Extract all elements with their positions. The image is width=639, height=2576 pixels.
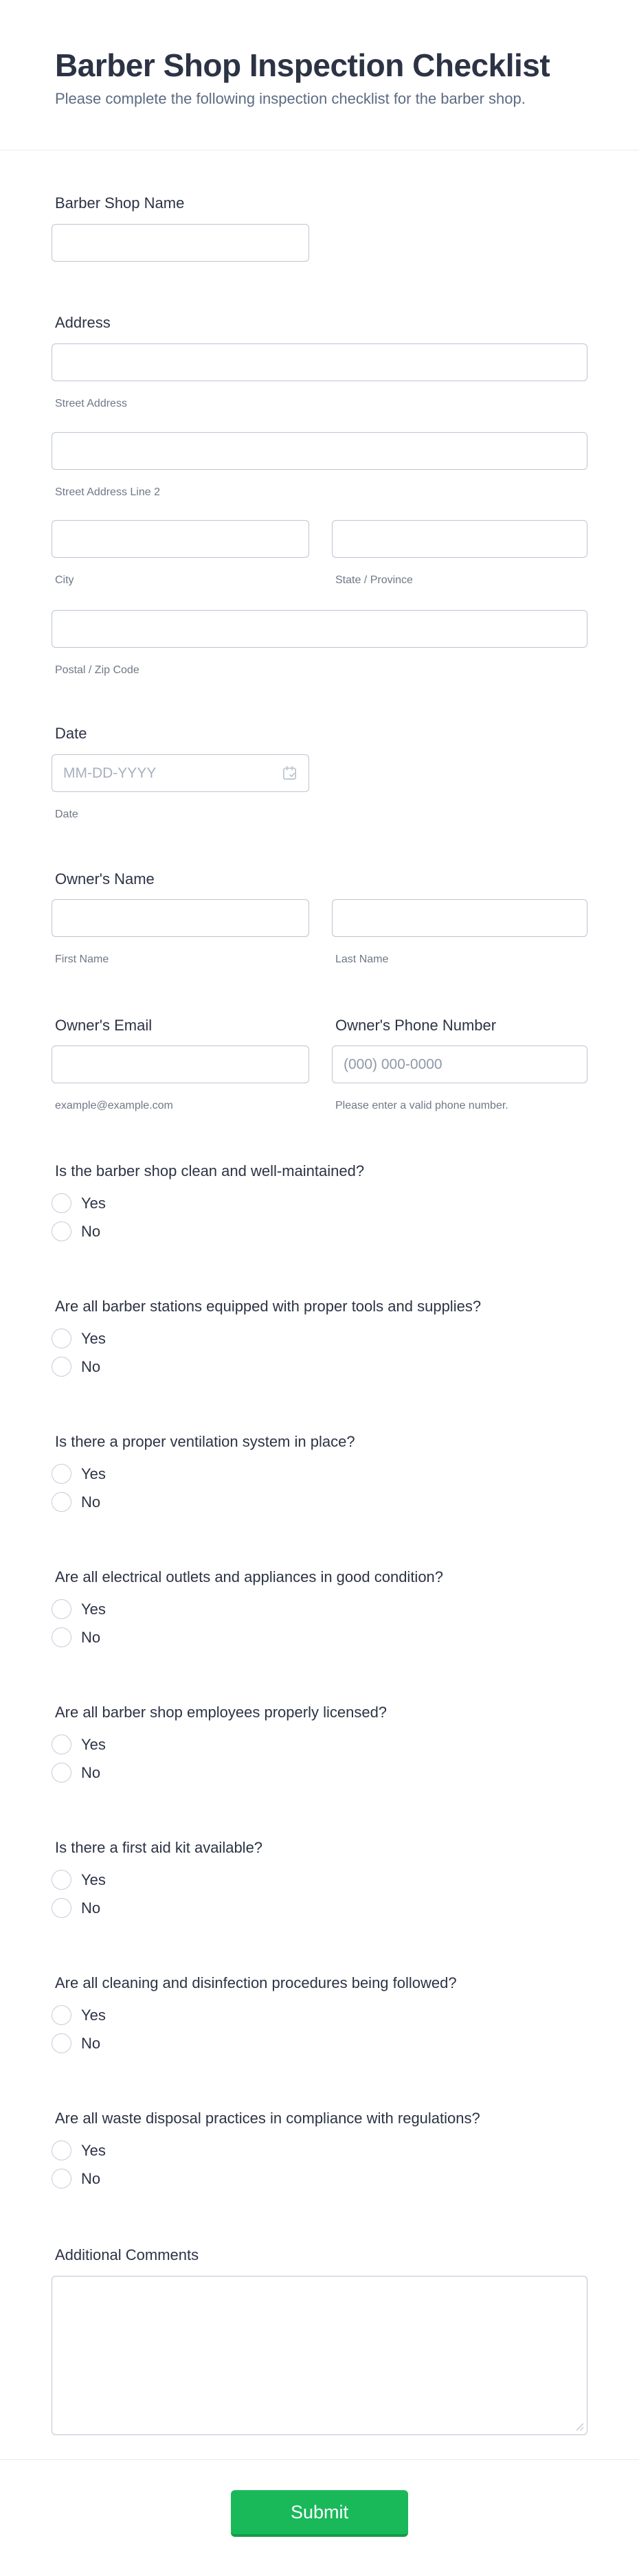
radio-icon — [52, 2169, 71, 2189]
last-name-sublabel: Last Name — [335, 953, 389, 965]
date-field — [52, 754, 309, 792]
street-address-sublabel: Street Address — [55, 398, 127, 409]
first-name-input[interactable] — [52, 899, 309, 937]
comments-label: Additional Comments — [55, 2246, 199, 2263]
date-label: Date — [55, 725, 87, 742]
radio-option-yes[interactable] — [52, 1599, 587, 1619]
form-footer — [0, 2490, 639, 2576]
owner-phone-col — [332, 1017, 587, 1113]
last-name-input[interactable] — [332, 899, 587, 937]
radio-option-no[interactable] — [52, 1763, 587, 1783]
postal-code-sublabel: Postal / Zip Code — [55, 664, 139, 676]
owner-email-col — [52, 1017, 309, 1113]
radio-option-no[interactable] — [52, 2033, 587, 2053]
first-name-col — [52, 899, 309, 967]
calendar-check-icon[interactable] — [282, 765, 298, 781]
owner-email-label: Owner's Email — [55, 1017, 153, 1034]
email-phone-row — [52, 1017, 587, 1113]
radio-icon — [52, 1464, 71, 1484]
radio-label: No — [81, 1223, 101, 1240]
radio-option-no[interactable] — [52, 1627, 587, 1647]
question-label: Are all waste disposal practices in compliance with regulations? — [55, 2110, 480, 2127]
radio-option-yes[interactable] — [52, 1329, 587, 1348]
radio-label: Yes — [81, 2007, 106, 2024]
comments-field — [52, 2276, 587, 2435]
street-address-input[interactable] — [52, 343, 587, 381]
question-label: Are all cleaning and disinfection procedures being followed? — [55, 1974, 457, 1991]
question-label: Is there a first aid kit available? — [55, 1839, 263, 1856]
page-subtitle: Please complete the following inspection checklist for the barber shop. — [55, 90, 526, 107]
radio-question — [52, 2110, 587, 2189]
radio-icon — [52, 1898, 71, 1918]
radio-label: Yes — [81, 2142, 106, 2159]
radio-icon — [52, 1627, 71, 1647]
radio-question — [52, 1704, 587, 1783]
radio-question — [52, 1974, 587, 2053]
radio-icon — [52, 2033, 71, 2053]
radio-question — [52, 1433, 587, 1512]
radio-option-no[interactable] — [52, 1357, 587, 1377]
date-input[interactable] — [52, 754, 309, 792]
radio-icon — [52, 1357, 71, 1377]
page-title: Barber Shop Inspection Checklist — [55, 47, 550, 83]
radio-label: No — [81, 1764, 101, 1781]
radio-option-yes[interactable] — [52, 1193, 587, 1213]
radio-label: Yes — [81, 1871, 106, 1888]
radio-option-yes[interactable] — [52, 1464, 587, 1484]
radio-question — [52, 1162, 587, 1241]
submit-button[interactable]: Submit — [231, 2490, 408, 2537]
owner-email-input[interactable] — [52, 1046, 309, 1083]
radio-option-yes[interactable] — [52, 2005, 587, 2025]
radio-question — [52, 1839, 587, 1918]
resize-handle-icon[interactable] — [575, 2422, 584, 2431]
owner-email-sublabel: example@example.com — [55, 1100, 173, 1111]
radio-label: No — [81, 2035, 101, 2052]
radio-icon — [52, 1221, 71, 1241]
radio-option-no[interactable] — [52, 2169, 587, 2189]
radio-option-no[interactable] — [52, 1221, 587, 1241]
owner-phone-label: Owner's Phone Number — [335, 1017, 497, 1034]
radio-label: No — [81, 1493, 101, 1511]
radio-label: No — [81, 2170, 101, 2187]
last-name-col — [332, 899, 587, 967]
radio-question — [52, 1298, 587, 1377]
address-label: Address — [55, 314, 111, 331]
city-col — [52, 520, 309, 587]
radio-label: No — [81, 1899, 101, 1917]
form-header — [0, 0, 639, 108]
comments-textarea[interactable] — [52, 2276, 587, 2435]
city-input[interactable] — [52, 520, 309, 558]
date-sublabel: Date — [55, 809, 78, 820]
radio-option-yes[interactable] — [52, 2140, 587, 2160]
question-label: Is there a proper ventilation system in place? — [55, 1433, 355, 1450]
shop-name-input[interactable] — [52, 224, 309, 262]
first-name-sublabel: First Name — [55, 953, 109, 965]
question-label: Are all electrical outlets and appliances in good condition? — [55, 1568, 444, 1585]
owner-name-label: Owner's Name — [55, 870, 155, 888]
radio-icon — [52, 1329, 71, 1348]
radio-icon — [52, 1492, 71, 1512]
footer-divider — [0, 2459, 639, 2460]
radio-option-yes[interactable] — [52, 1735, 587, 1754]
form-body — [0, 150, 639, 2435]
radio-icon — [52, 1870, 71, 1890]
owner-name-row — [52, 899, 587, 967]
radio-icon — [52, 1763, 71, 1783]
street-address-line2-sublabel: Street Address Line 2 — [55, 486, 160, 498]
radio-icon — [52, 2140, 71, 2160]
postal-code-input[interactable] — [52, 610, 587, 648]
question-label: Are all barber stations equipped with proper tools and supplies? — [55, 1298, 482, 1315]
radio-label: No — [81, 1358, 101, 1375]
radio-label: No — [81, 1629, 101, 1646]
owner-phone-sublabel: Please enter a valid phone number. — [335, 1100, 508, 1111]
shop-name-label: Barber Shop Name — [55, 194, 185, 212]
street-address-line2-input[interactable] — [52, 432, 587, 470]
radio-label: Yes — [81, 1736, 106, 1753]
question-label: Are all barber shop employees properly licensed? — [55, 1704, 388, 1721]
radio-question — [52, 1568, 587, 1647]
state-input[interactable] — [332, 520, 587, 558]
radio-icon — [52, 1599, 71, 1619]
radio-option-yes[interactable] — [52, 1870, 587, 1890]
state-col — [332, 520, 587, 587]
radio-label: Yes — [81, 1330, 106, 1347]
question-label: Is the barber shop clean and well-maintained? — [55, 1162, 365, 1179]
radio-label: Yes — [81, 1601, 106, 1618]
state-sublabel: State / Province — [335, 574, 413, 586]
radio-icon — [52, 1735, 71, 1754]
radio-label: Yes — [81, 1195, 106, 1212]
city-state-row — [52, 520, 587, 587]
radio-icon — [52, 1193, 71, 1213]
radio-option-no[interactable] — [52, 1898, 587, 1918]
city-sublabel: City — [55, 574, 74, 586]
radio-icon — [52, 2005, 71, 2025]
radio-option-no[interactable] — [52, 1492, 587, 1512]
owner-phone-input[interactable] — [332, 1046, 587, 1083]
radio-label: Yes — [81, 1465, 106, 1482]
